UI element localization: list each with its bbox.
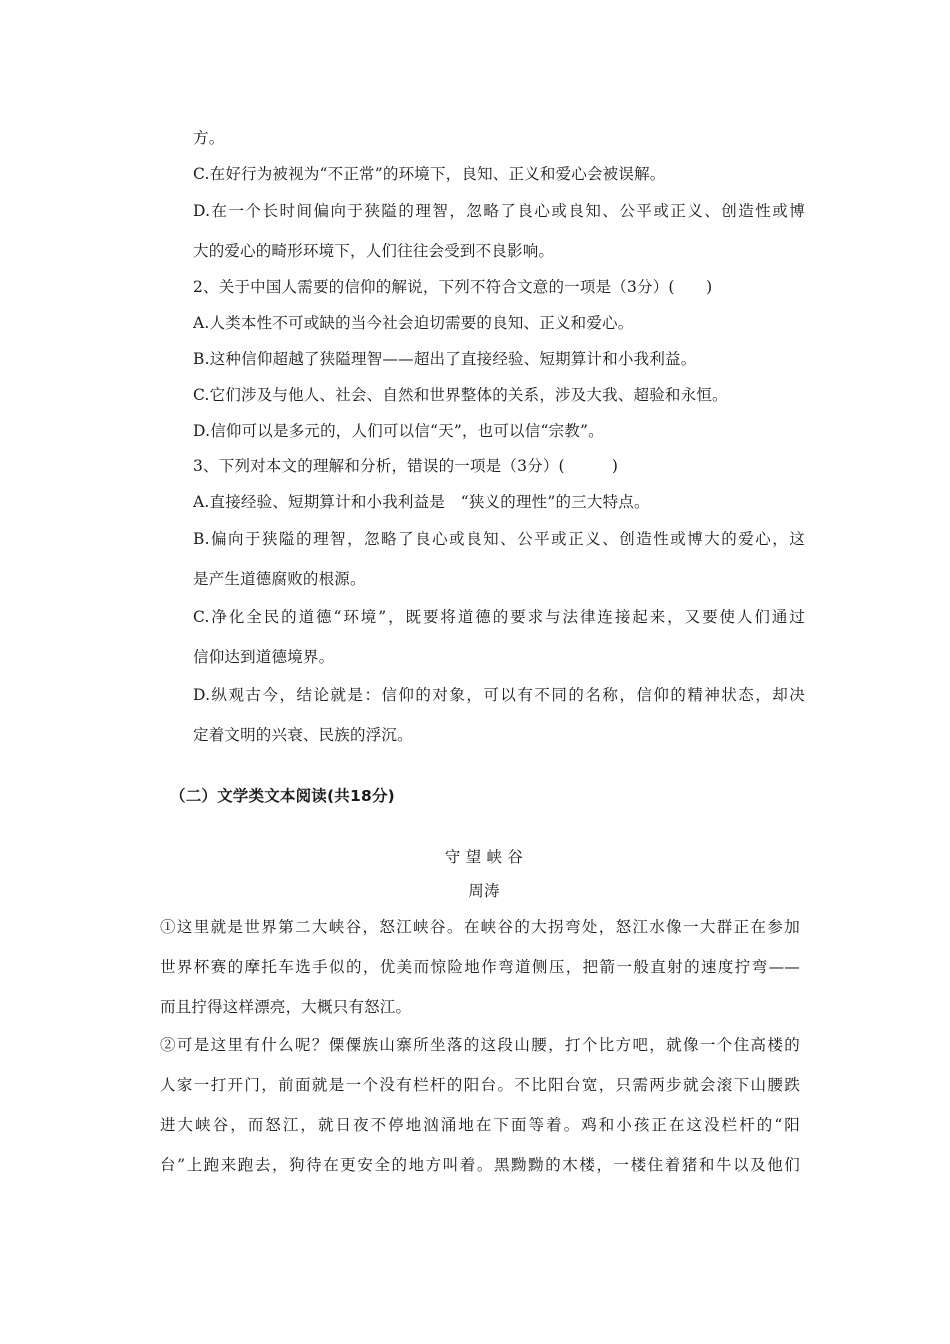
paragraph-1-line2: 世界杯赛的摩托车选手似的，优美而惊险地作弯道侧压，把箭一般直射的速度拧弯—— (160, 958, 800, 976)
article-author: 周涛 (468, 882, 500, 900)
section-heading: （二）文学类文本阅读(共18分) (170, 787, 395, 805)
paragraph-2-line1: ②可是这里有什么呢？傈僳族山寨所坐落的这段山腰，打个比方吧，就像一个住高楼的 (160, 1036, 800, 1054)
q3-option-a: A.直接经验、短期算计和小我利益是 “狭义的理性”的三大特点。 (193, 493, 650, 511)
q3-option-b-line2: 是产生道德腐败的根源。 (193, 570, 366, 588)
q3-option-d-line1: D.纵观古今，结论就是：信仰的对象，可以有不同的名称，信仰的精神状态，却决 (193, 686, 805, 704)
paragraph-2-line4: 台”上跑来跑去，狗待在更安全的地方叫着。黑黝黝的木楼，一楼住着猪和牛以及他们 (160, 1156, 800, 1174)
article-title: 守 望 峡 谷 (444, 848, 524, 866)
q2-option-c: C.它们涉及与他人、社会、自然和世界整体的关系，涉及大我、超验和永恒。 (193, 386, 728, 404)
q1-option-d-line1: D.在一个长时间偏向于狭隘的理智，忽略了良心或良知、公平或正义、创造性或博 (193, 202, 805, 220)
q2-stem: 2、关于中国人需要的信仰的解说，下列不符合文意的一项是（3分）( ) (193, 278, 713, 296)
q3-stem: 3、下列对本文的理解和分析，错误的一项是（3分）( ) (193, 457, 619, 475)
q2-option-d: D.信仰可以是多元的，人们可以信“天”，也可以信“宗教”。 (193, 422, 604, 440)
q3-option-d-line2: 定着文明的兴衰、民族的浮沉。 (193, 726, 413, 744)
paragraph-2-line2: 人家一打开门，前面就是一个没有栏杆的阳台。不比阳台宽，只需两步就会滚下山腰跌 (160, 1076, 800, 1094)
paragraph-1-line1: ①这里就是世界第二大峡谷，怒江峡谷。在峡谷的大拐弯处，怒江水像一大群正在参加 (160, 918, 800, 936)
q3-option-c-line1: C.净化全民的道德“环境”，既要将道德的要求与法律连接起来，又要使人们通过 (193, 608, 805, 626)
q3-option-c-line2: 信仰达到道德境界。 (193, 648, 335, 666)
q3-option-b-line1: B.偏向于狭隘的理智，忽略了良心或良知、公平或正义、创造性或博大的爱心，这 (193, 530, 805, 548)
q2-option-a: A.人类本性不可或缺的当今社会迫切需要的良知、正义和爱心。 (193, 314, 634, 332)
q1-option-c: C.在好行为被视为“不正常”的环境下，良知、正义和爱心会被误解。 (193, 165, 666, 183)
paragraph-2-line3: 进大峡谷，而怒江，就日夜不停地汹涌地在下面等着。鸡和小孩正在这没栏杆的“阳 (160, 1116, 800, 1134)
q1-option-b-tail: 方。 (193, 129, 225, 147)
q1-option-d-line2: 大的爱心的畸形环境下，人们往往会受到不良影响。 (193, 242, 555, 260)
q2-option-b: B.这种信仰超越了狭隘理智——超出了直接经验、短期算计和小我利益。 (193, 350, 697, 368)
paragraph-1-line3: 而且拧得这样漂亮，大概只有怒江。 (160, 998, 412, 1016)
